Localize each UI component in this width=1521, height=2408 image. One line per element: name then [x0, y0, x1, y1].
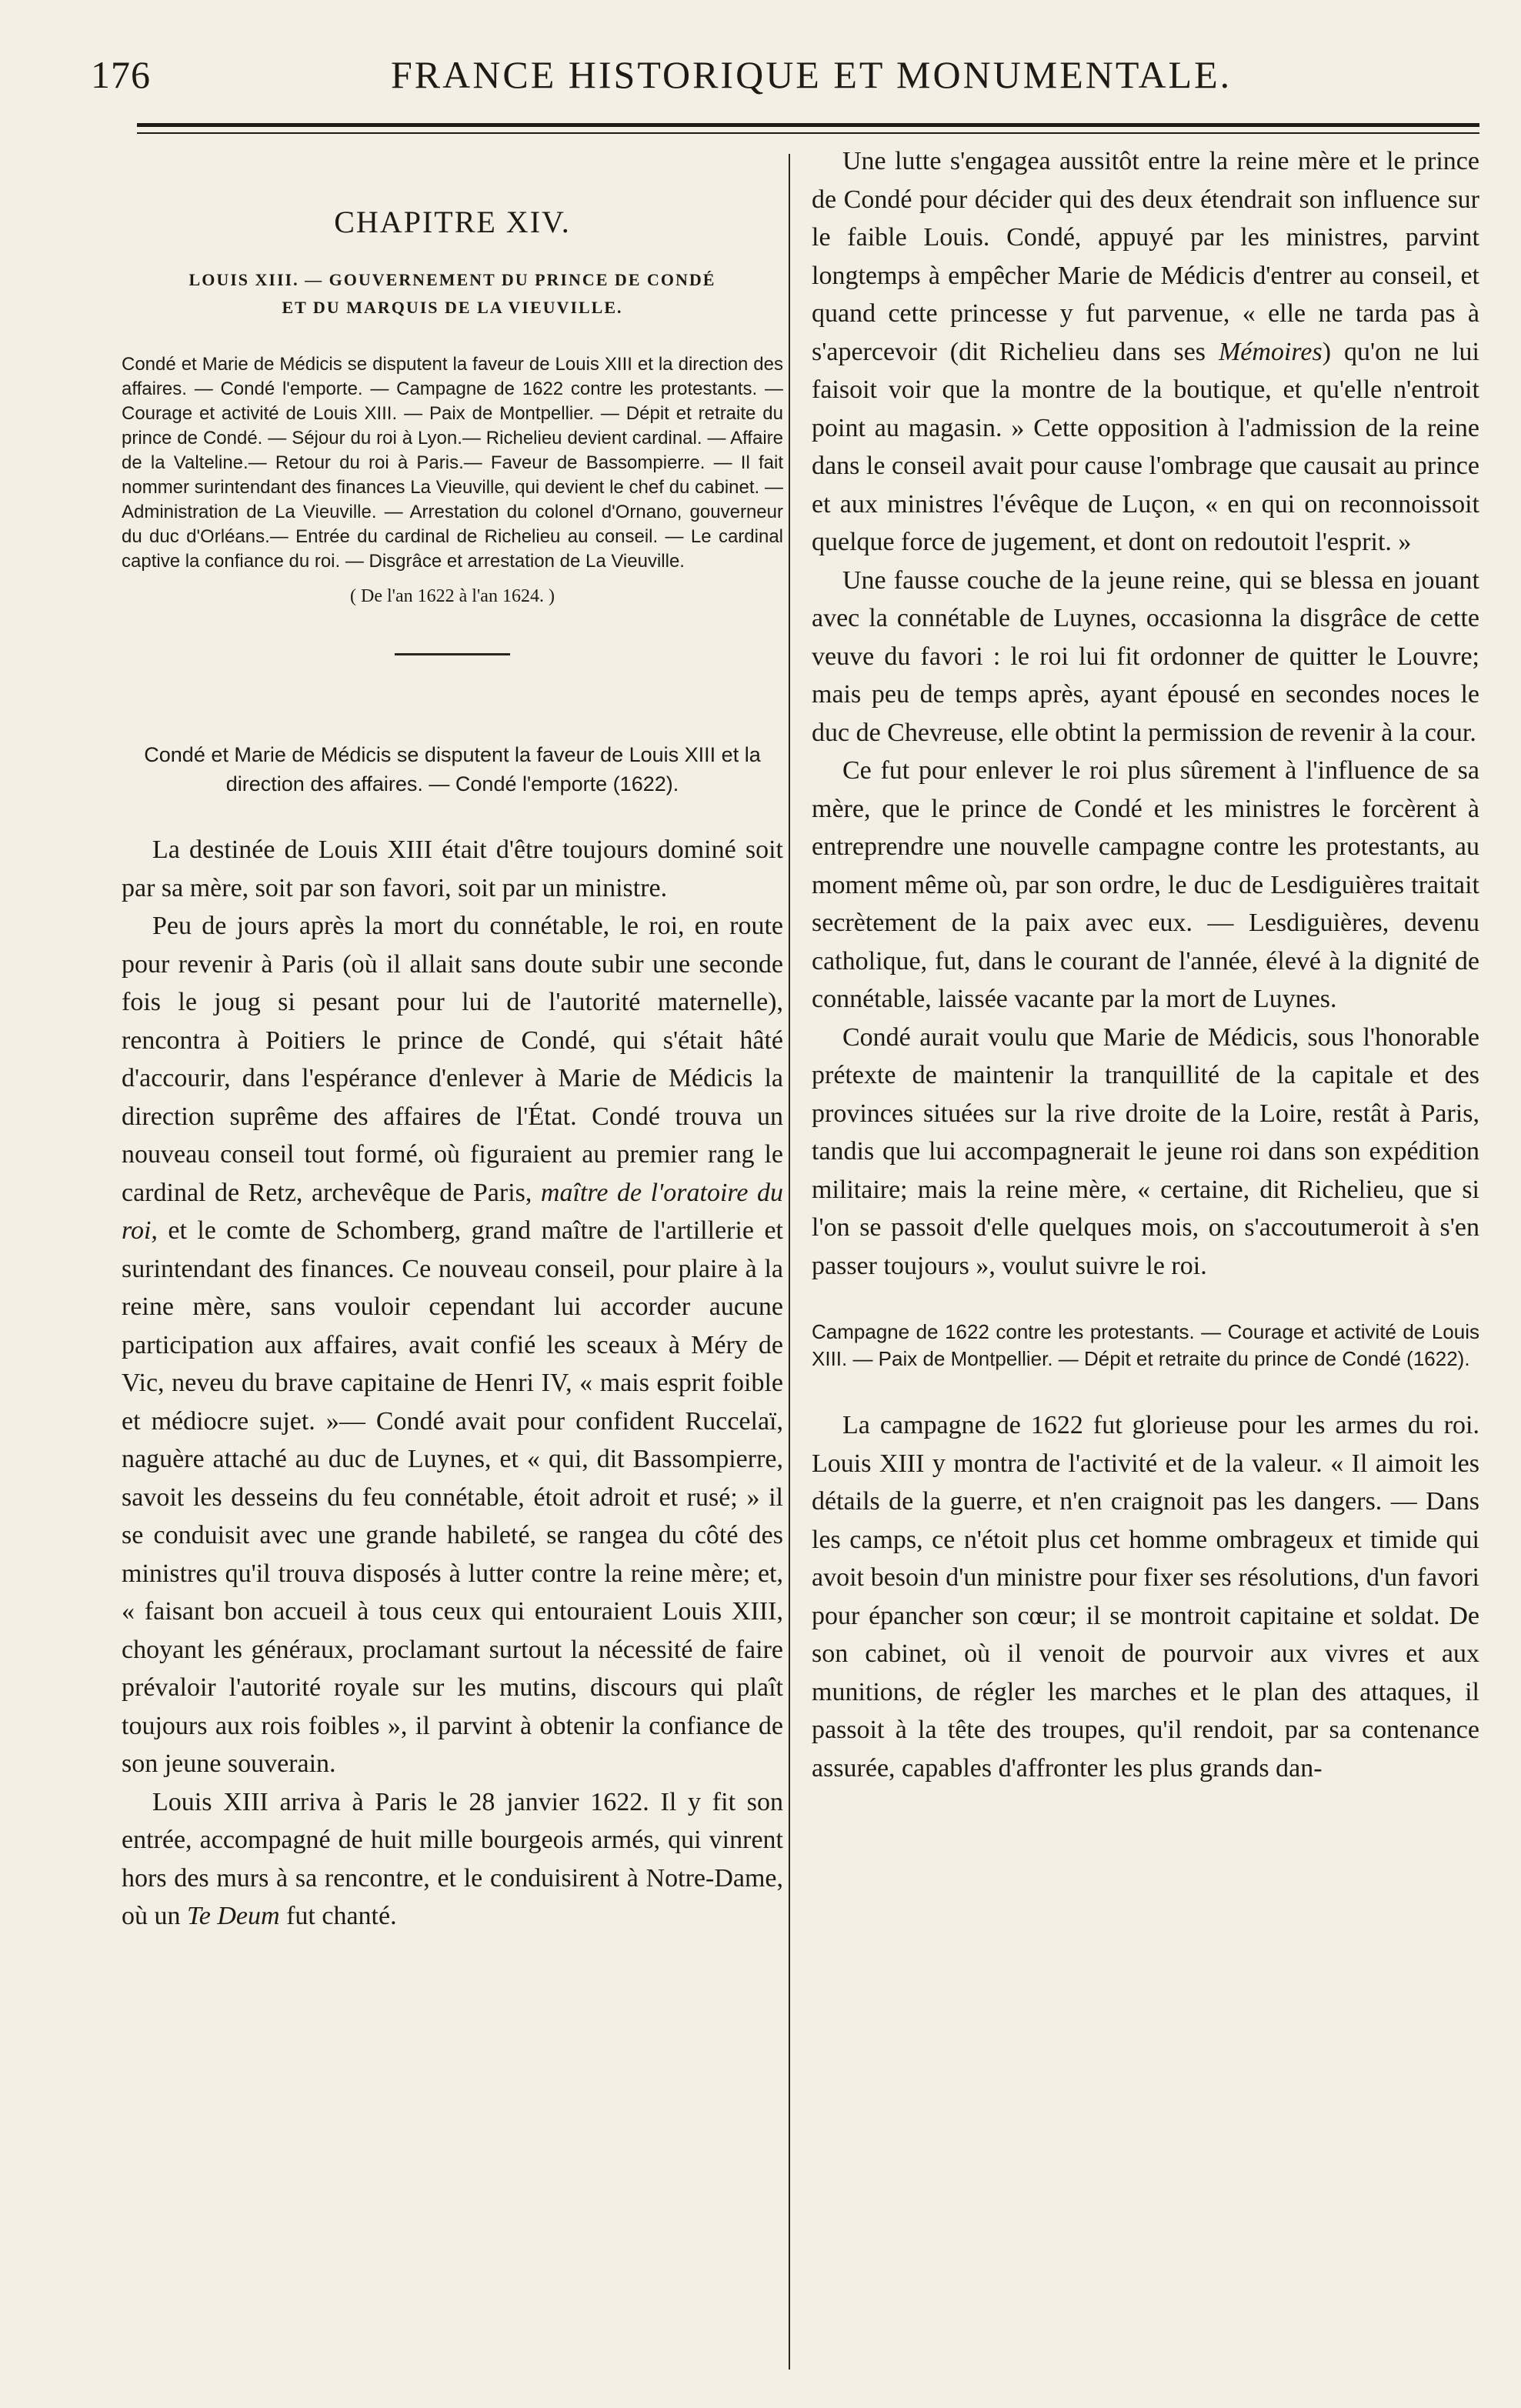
paragraph-text: Peu de jours après la mort du connétable, le roi, en route pour revenir à Paris (où il allait sans doute subir une seconde fois le joug si pesant pour lui de l'autorité maternelle), rencontra à Poitiers le prince de Condé, qui s'était hâté d'accourir, dans l'espérance d'enlever à Marie de Médicis la direction suprême des affaires de l'État. Condé trouva un nouveau conseil tout formé, où figuraient au premier rang le cardinal de Retz, archevêque de Paris,	[122, 912, 783, 1207]
chapter-summary: Condé et Marie de Médicis se disputent la faveur de Louis XIII et la direction des affaires. — Condé l'emporte. — Campagne de 1622 contre les protestants. — Courage et activité de Louis XIII. — Paix de Montpellier. — Dépit et retraite du prince de Condé. — Séjour du roi à Lyon.— Richelieu devient cardinal. — Affaire de la Valteline.— Retour du roi à Paris.— Faveur de Bassompierre. — Il fait nommer surintendant des finances La Vieuville, qui devient le chef du cabinet. — Administration de La Vieuville. — Arrestation du colonel d'Ornano, gouverneur du duc d'Orléans.— Entrée du cardinal de Richelieu au conseil. — Le cardinal captive la confiance du roi. — Disgrâce et arrestation de La Vieuville.	[122, 354, 783, 572]
italic-text: Mémoires	[1218, 337, 1323, 366]
paragraph-text: Une lutte s'engagea aussitôt entre la reine mère et le prince de Condé pour décider qui des deux étendrait son influence sur le faible Louis. Condé, appuyé par les ministres, parvint longtemps à empêcher Marie de Médicis d'entrer au conseil, et quand cette princesse y fut parvenue, « elle ne tarda pas à s'apercevoir (dit Richelieu dans ses	[812, 147, 1479, 366]
chapter-subtitle-line2: ET DU MARQUIS DE LA VIEUVILLE.	[282, 298, 623, 317]
paragraph	[812, 142, 1479, 562]
body-text-right	[812, 142, 1479, 1285]
section-ornament-rule	[395, 653, 510, 655]
chapter-title: CHAPITRE XIV.	[334, 205, 571, 239]
paragraph: Une fausse couche de la jeune reine, qui se blessa en jouant avec la connétable de Luynes, occasionna la disgrâce de cette veuve du favori : le roi lui fit ordonner de quitter le Louvre; mais peu de temps après, ayant épousé en secondes noces le duc de Chevreuse, elle obtint la permission de revenir à la cour.	[812, 565, 1479, 747]
header-rule-thick	[137, 123, 1479, 127]
paragraph-text: ) qu'on ne lui faisoit voir que la montre de la boutique, et qu'elle n'entroit point au magasin. » Cette opposition à l'admission de la reine dans le conseil avait pour cause l'ombrage que causait au prince et aux ministres l'évêque de Luçon, « en qui on reconnoissoit quelque force de jugement, et dont on redoutoit l'esprit. »	[812, 337, 1479, 556]
body-text-right-2	[812, 1406, 1479, 1787]
paragraph	[122, 907, 783, 1783]
paragraph-text: fut chanté.	[286, 1902, 397, 1930]
header-rule-thin	[137, 132, 1479, 134]
running-head: FRANCE HISTORIQUE ET MONUMENTALE.	[391, 53, 1232, 96]
right-column	[812, 142, 1479, 1787]
paragraph	[122, 1783, 783, 1936]
section-heading-1: Condé et Marie de Médicis se disputent la faveur de Louis XIII et la direction des affaires. — Condé l'emporte (1622).	[144, 743, 761, 795]
paragraph: Condé aurait voulu que Marie de Médicis, sous l'honorable prétexte de maintenir la tranquillité de la capitale et des provinces situées sur la rive droite de la Loire, restât à Paris, tandis que lui accompagnerait le jeune roi dans son expédition militaire; mais la reine mère, « certaine, dit Richelieu, que si l'on se passoit d'elle quelques mois, on s'accoutumeroit à s'en passer toujours », voulut suivre le roi.	[812, 1022, 1479, 1280]
section-heading-2: Campagne de 1622 contre les protestants. — Courage et activité de Louis XIII. — Paix de Montpellier. — Dépit et retraite du prince de Condé (1622).	[812, 1320, 1479, 1370]
page-number: 176	[91, 53, 151, 96]
date-range: ( De l'an 1622 à l'an 1624. )	[350, 586, 555, 606]
paragraph: La destinée de Louis XIII était d'être toujours dominé soit par sa mère, soit par son favori, soit par un ministre.	[122, 835, 783, 902]
body-text-left	[122, 831, 783, 1936]
page-header	[91, 52, 1479, 106]
paragraph-text: Louis XIII arriva à Paris le 28 janvier 1622. Il y fit son entrée, accompagné de huit mille bourgeois armés, qui vinrent hors des murs à sa rencontre, et le conduisirent à Notre-Dame, où un	[122, 1787, 783, 1930]
column-divider	[789, 154, 790, 2370]
paragraph: Ce fut pour enlever le roi plus sûrement à l'influence de sa mère, que le prince de Condé et les ministres le forcèrent à entreprendre une nouvelle campagne contre les protestants, au moment même où, par son ordre, le duc de Lesdiguières traitait secrètement de la paix avec eux. — Lesdiguières, devenu catholique, fut, dans le courant de l'année, élevé à la dignité de connétable, laissée vacante par la mort de Luynes.	[812, 756, 1479, 1013]
paragraph: La campagne de 1622 fut glorieuse pour les armes du roi. Louis XIII y montra de l'activité et de la valeur. « Il aimoit les détails de la guerre, et n'en craignoit pas les dangers. — Dans les camps, ce n'étoit plus cet homme ombrageux et timide qui avoit besoin d'un ministre pour fixer ses résolutions, d'un favori pour épancher son cœur; il se montroit capitaine et soldat. De son cabinet, où il venoit de pourvoir aux vivres et aux munitions, de régler les marches et le plan des attaques, il passoit à la tête des troupes, qu'il rendoit, par sa contenance assurée, capables d'affronter les plus grands dan-	[812, 1411, 1479, 1783]
chapter-subtitle-line1: LOUIS XIII. — GOUVERNEMENT DU PRINCE DE CONDÉ	[188, 270, 716, 289]
italic-text: Te Deum	[187, 1902, 280, 1930]
chapter-subtitle	[122, 266, 783, 322]
paragraph-text: et le comte de Schomberg, grand maître de l'artillerie et surintendant des finances. Ce nouveau conseil, pour plaire à la reine mère, sans vouloir cependant lui accorder aucune participation aux affaires, avait confié les sceaux à Méry de Vic, neveu du brave capitaine de Henri IV, « mais esprit foible et médiocre sujet. »— Condé avait pour confident Ruccelaï, naguère attaché au duc de Luynes, et « qui, dit Bassompierre, savoit les desseins du feu connétable, étoit adroit et rusé; » il se conduisit avec une grande habileté, se rangea du côté des ministres qu'il trouva disposés à lutter contre la reine mère; et, « faisant bon accueil à tous ceux qui entouraient Louis XIII, choyant les généraux, proclamant surtout la nécessité de faire prévaloir l'autorité royale sur les mutins, discours qui plaît toujours aux rois foibles », il parvint à obtenir la confiance de son jeune souverain.	[122, 1216, 783, 1778]
left-column	[122, 142, 783, 1936]
italic-text: maître de l'oratoire du roi,	[122, 1178, 784, 1245]
